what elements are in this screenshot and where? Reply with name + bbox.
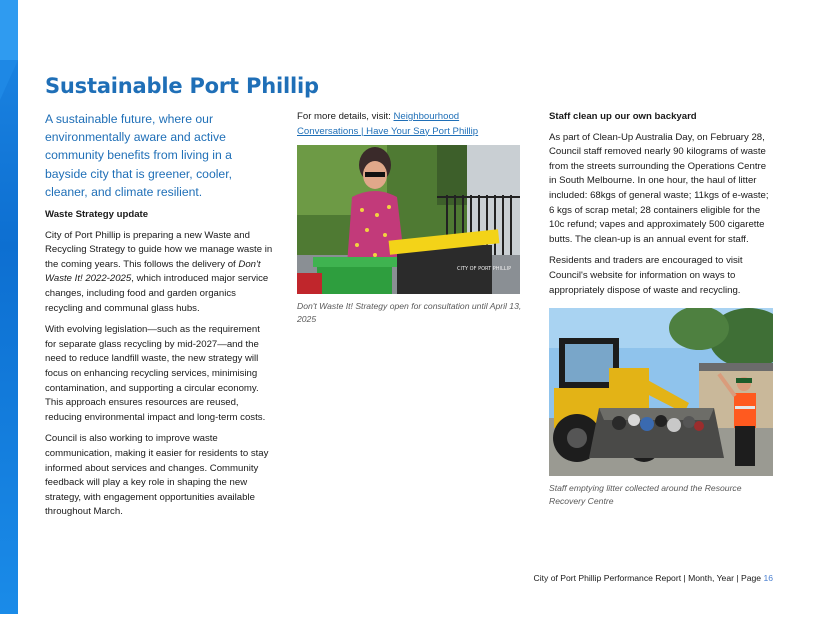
strategy-name-emphasis: Don't Waste It! 2022-2025 <box>45 258 261 285</box>
staff-cleanup-heading: Staff clean up our own backyard <box>549 111 697 122</box>
column-left <box>45 110 273 527</box>
waste-strategy-paragraph-2: With evolving legislation—such as the requirement for separate glass recycling by mid-2027—and the need to reduce landfill waste, the new strategy will focus on enhancing recycling services, minimising contamination, and supporting a circular economy. This approach ensures resources are reused, reducing environmental impact and long-term costs. <box>45 324 266 423</box>
bins-photo <box>297 145 520 294</box>
staff-cleanup-paragraph-2: Residents and traders are encouraged to visit Council's website for information on ways to appropriately dispose of waste and recycling. <box>549 255 743 296</box>
page-title: Sustainable Port Phillip <box>45 74 319 98</box>
have-your-say-link[interactable]: Neighbourhood Conversations | Have Your Say Port Phillip <box>297 111 479 137</box>
bin-label: CITY OF PORT PHILLIP <box>457 266 512 273</box>
accent-shape-wedge <box>0 60 18 100</box>
staff-cleanup-paragraph-1: As part of Clean-Up Australia Day, on February 28, Council staff removed nearly 90 kilograms of waste from the streets surrounding the Operations Centre in South Melbourne. In one hour, the haul of litter included: 68kgs of general waste; 11kgs of e-waste; 6 kgs of scrap metal; 28 containers eligible for the 10c refund; vapes and approximately 500 cigarette butts. The clean-up is an annual event for staff. <box>549 131 769 245</box>
page-number: 16 <box>763 573 773 583</box>
column-right <box>549 110 773 507</box>
column-middle <box>297 110 523 325</box>
paragraph-text: , which introduced major service changes, including food and garden organics recycling and communal glass hubs. <box>45 273 269 314</box>
paragraph-text: City of Port Phillip is preparing a new Waste and Recycling Strategy to guide how we manage waste in the coming years. This follows the delivery of <box>45 229 273 270</box>
waste-strategy-heading: Waste Strategy update <box>45 209 149 221</box>
details-prefix: For more details, visit: <box>297 111 394 122</box>
left-accent-bar <box>0 0 18 614</box>
waste-strategy-paragraph-3: Council is also working to improve waste communication, making it easier for residents to stay informed about services and changes. Community feedback will play a key role in shaping the new strategy, with engagement opportunities available throughout March. <box>45 433 269 518</box>
details-line <box>297 110 523 139</box>
bins-illustration <box>297 145 520 294</box>
intro-statement: A sustainable future, where our environmentally aware and active community benefits from living in a bayside city that is greener, cooler, cleaner, and climate resilient. <box>45 112 232 199</box>
accent-shape-top <box>0 0 18 60</box>
page-footer <box>490 573 773 583</box>
waste-strategy-paragraph-1 <box>45 229 273 317</box>
footer-text: City of Port Phillip Performance Report | Month, Year | Page <box>533 573 764 583</box>
cleanup-photo-caption: Staff emptying litter collected around the Resource Recovery Centre <box>549 483 742 506</box>
cleanup-illustration <box>549 308 773 476</box>
bins-photo-caption: Don't Waste It! Strategy open for consultation until April 13, 2025 <box>297 301 522 324</box>
cleanup-photo <box>549 308 773 476</box>
